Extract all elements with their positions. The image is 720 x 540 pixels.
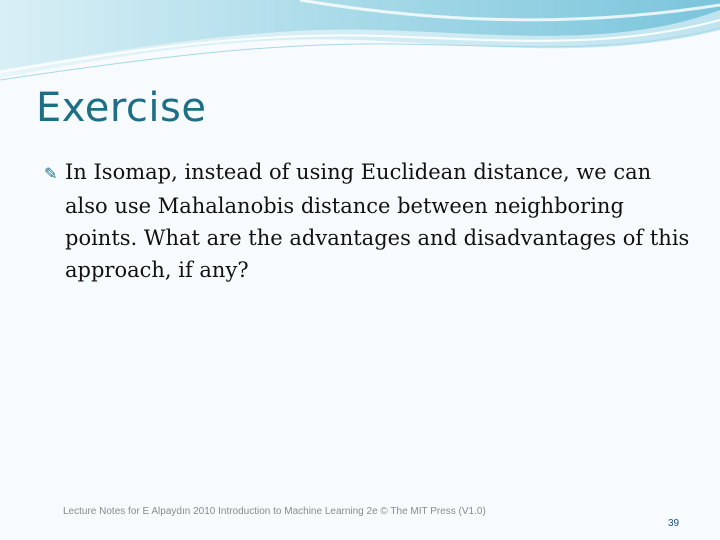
slide-title: Exercise bbox=[36, 85, 207, 131]
bullet-item bbox=[44, 156, 694, 286]
bullet-text: In Isomap, instead of using Euclidean distance, we can also use Mahalanobis distance between neighboring points. What are the advantages and disadvantages of this approach, if any? bbox=[65, 160, 690, 282]
footer-citation: Lecture Notes for E Alpaydın 2010 Introduction to Machine Learning 2e © The MIT Press (V1.0) bbox=[63, 506, 486, 517]
header-wave-decoration bbox=[0, 0, 720, 90]
bullet-list bbox=[44, 156, 694, 286]
bullet-icon: ✎ bbox=[44, 164, 58, 183]
page-number: 39 bbox=[668, 518, 680, 529]
